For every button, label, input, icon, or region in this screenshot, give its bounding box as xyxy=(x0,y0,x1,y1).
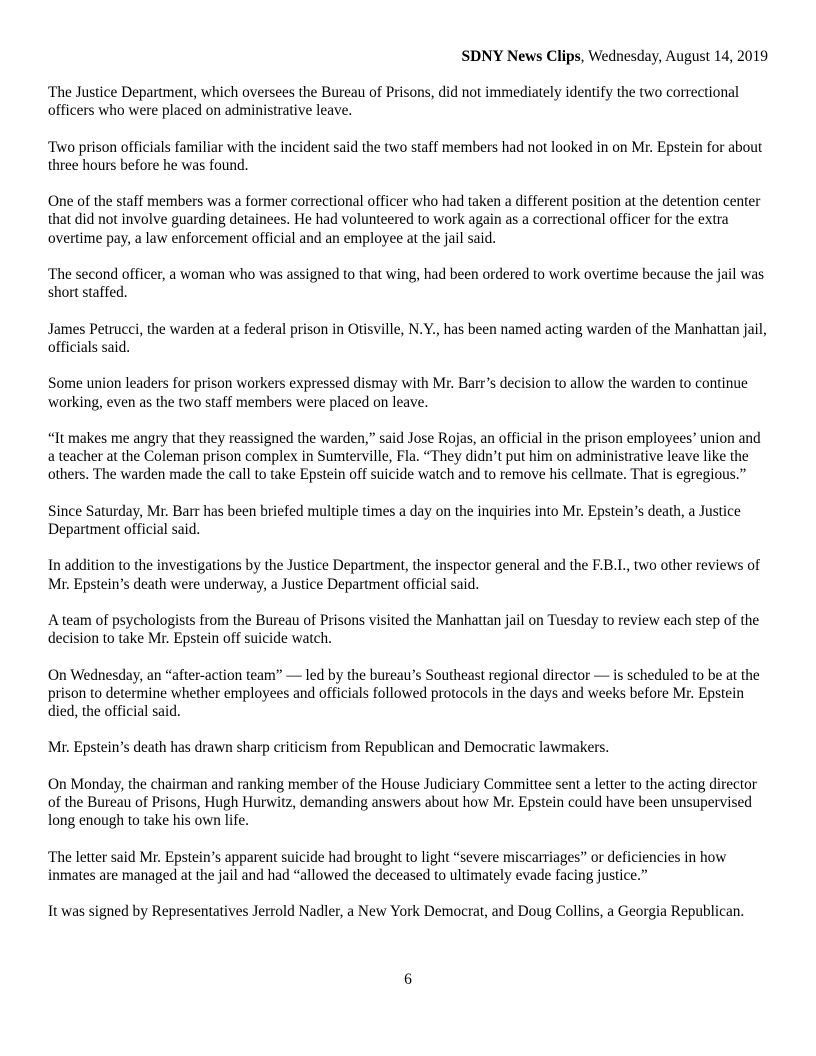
paragraph: The second officer, a woman who was assigned to that wing, had been ordered to work overtime because the jail was short staffed. xyxy=(48,266,765,302)
paragraph: In addition to the investigations by the Justice Department, the inspector general and the F.B.I., two other reviews of Mr. Epstein’s death were underway, a Justice Department official said. xyxy=(48,557,761,593)
paragraph: Since Saturday, Mr. Barr has been briefed multiple times a day on the inquiries into Mr. Epstein’s death, a Justice Department official said. xyxy=(48,502,741,539)
publication-name: SDNY News Clips xyxy=(461,48,581,65)
paragraph: It was signed by Representatives Jerrold Nadler, a New York Democrat, and Doug Collins, a Georgia Republican. xyxy=(48,903,745,921)
paragraph: One of the staff members was a former correctional officer who had taken a different position at the detention center that did not involve guarding detainees. He had volunteered to work again as a correctional officer for the extra overtime pay, a law enforcement official and an employee at the jail said. xyxy=(48,193,761,247)
paragraph: Two prison officials familiar with the incident said the two staff members had not looked in on Mr. Epstein for about three hours before he was found. xyxy=(48,138,763,174)
paragraph: On Monday, the chairman and ranking member of the House Judiciary Committee sent a letter to the acting director of the Bureau of Prisons, Hugh Hurwitz, demanding answers about how Mr. Epstein could have been unsupervised long enough to take his own life. xyxy=(48,775,757,830)
paragraph: James Petrucci, the warden at a federal prison in Otisville, N.Y., has been named acting warden of the Manhattan jail, officials said. xyxy=(48,320,767,356)
page-number: 6 xyxy=(404,971,412,988)
paragraph: A team of psychologists from the Bureau of Prisons visited the Manhattan jail on Tuesday to review each step of the decision to take Mr. Epstein off suicide watch. xyxy=(48,611,760,648)
paragraph: Mr. Epstein’s death has drawn sharp criticism from Republican and Democratic lawmakers. xyxy=(48,739,610,757)
paragraph: The Justice Department, which oversees the Bureau of Prisons, did not immediately identify the two correctional officers who were placed on administrative leave. xyxy=(48,84,740,120)
paragraph: The letter said Mr. Epstein’s apparent suicide had brought to light “severe miscarriages” or deficiencies in how inmates are managed at the jail and had “allowed the deceased to ultimately evade facing justice.” xyxy=(48,848,727,884)
article-body xyxy=(48,84,770,940)
header-date: , Wednesday, August 14, 2019 xyxy=(580,48,768,65)
paragraph: On Wednesday, an “after-action team” — led by the bureau’s Southeast regional director — is scheduled to be at the prison to determine whether employees and officials followed protocols in the days and weeks before Mr. Epstein died, the official said. xyxy=(48,666,760,721)
paragraph: “It makes me angry that they reassigned the warden,” said Jose Rojas, an official in the prison employees’ union and a teacher at the Coleman prison complex in Sumterville, Fla. “They didn’t put him on administrative leave like the others. The warden made the call to take Epstein off suicide watch and to remove his cellmate. That is egregious.” xyxy=(48,429,761,484)
page-header xyxy=(462,47,768,67)
paragraph: Some union leaders for prison workers expressed dismay with Mr. Barr’s decision to allow the warden to continue working, even as the two staff members were placed on leave. xyxy=(48,375,748,411)
